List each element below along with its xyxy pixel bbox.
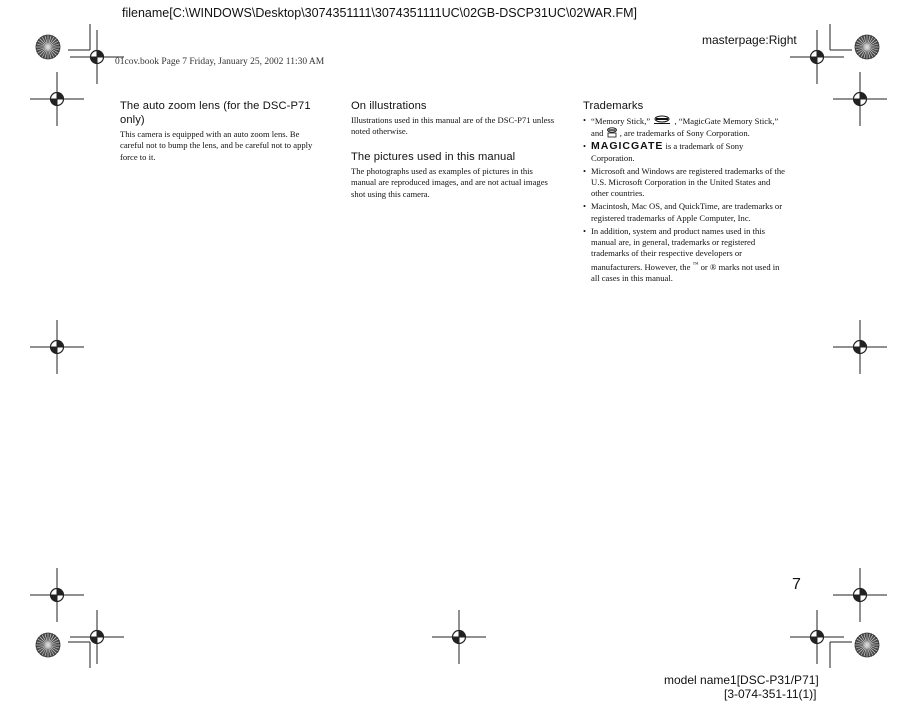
trademark-text: , are trademarks of Sony Corporation. bbox=[619, 128, 750, 139]
star-target-top-left bbox=[36, 35, 60, 59]
registration-mark-right-middle bbox=[833, 320, 887, 374]
trademark-text: Macintosh, Mac OS, and QuickTime, are trademarks or registered trademarks of Apple Computer, Inc. bbox=[591, 201, 783, 223]
paragraph-auto-zoom: This camera is equipped with an auto zoom lens. Be careful not to bump the lens, and be careful not to apply force to it. bbox=[120, 129, 313, 162]
model-name-line: model name1[DSC-P31/P71] bbox=[664, 673, 819, 687]
masterpage-label: masterpage:Right bbox=[702, 33, 797, 47]
trademark-item-magicgate bbox=[583, 141, 788, 164]
registration-mark-top-right bbox=[790, 30, 844, 84]
magicgate-logo: MAGICGATE bbox=[591, 140, 664, 153]
registration-mark-left-upper bbox=[30, 72, 84, 126]
trademark-item-memory-stick bbox=[583, 115, 788, 140]
trademark-text: Microsoft and Windows are registered trademarks of the U.S. Microsoft Corporation in the United States and other countries. bbox=[591, 165, 785, 199]
heading-on-illustrations: On illustrations bbox=[351, 100, 427, 112]
trademark-text: “Memory Stick,” bbox=[591, 116, 651, 126]
paragraph-on-illustrations: Illustrations used in this manual are of the DSC-P71 unless noted otherwise. bbox=[351, 115, 555, 137]
trademark-item-general bbox=[583, 226, 788, 285]
heading-auto-zoom: The auto zoom lens (for the DSC-P71 only) bbox=[120, 100, 311, 126]
model-number-line: [3-074-351-11(1)] bbox=[724, 687, 817, 701]
magicgate-memory-stick-logo-icon bbox=[606, 127, 618, 138]
trademark-text: , “MagicGate Memory Stick,” and bbox=[591, 116, 779, 139]
page-number: 7 bbox=[792, 576, 801, 593]
registration-mark-left-lower bbox=[30, 568, 84, 622]
trademark-text: is a trademark of Sony Corporation. bbox=[591, 141, 744, 163]
trademark-list bbox=[583, 115, 788, 285]
star-target-bottom-left bbox=[36, 633, 60, 657]
heading-pictures-used: The pictures used in this manual bbox=[351, 150, 516, 163]
trademark-text: or ® marks not used in all cases in this manual. bbox=[591, 261, 780, 284]
book-info-line: 01cov.book Page 7 Friday, January 25, 2002 11:30 AM bbox=[115, 57, 325, 67]
registration-mark-bottom-left bbox=[70, 610, 124, 664]
star-target-top-right bbox=[855, 35, 879, 59]
tm-symbol: ™ bbox=[692, 261, 699, 268]
registration-mark-bottom-right bbox=[790, 610, 844, 664]
column-trademarks bbox=[583, 99, 788, 286]
heading-trademarks: Trademarks bbox=[583, 100, 644, 112]
memory-stick-logo-icon bbox=[652, 115, 672, 125]
trademark-item-microsoft bbox=[583, 166, 788, 200]
registration-mark-left-middle bbox=[30, 320, 84, 374]
trademark-text: In addition, system and product names used in this manual are, in general, trademarks or registered trademarks of their respective developers or manufacturers. However, the bbox=[591, 225, 765, 272]
bullet: • bbox=[583, 165, 587, 176]
trademark-item-apple bbox=[583, 201, 788, 224]
star-target-bottom-right bbox=[855, 633, 879, 657]
registration-mark-right-lower bbox=[833, 568, 887, 622]
registration-mark-right-upper bbox=[833, 72, 887, 126]
bullet: • bbox=[583, 225, 587, 236]
column-auto-zoom bbox=[120, 99, 325, 175]
bullet: • bbox=[583, 201, 587, 212]
paragraph-pictures-used: The photographs used as examples of pictures in this manual are reproduced images, and are not actual images shot using this camera. bbox=[351, 165, 548, 199]
column-illustrations bbox=[351, 99, 556, 212]
bullet: • bbox=[583, 115, 587, 125]
bullet: • bbox=[583, 141, 587, 152]
filename-header: filename[C:\WINDOWS\Desktop\3074351111\3074351111UC\02GB-DSCP31UC\02WAR.FM] bbox=[122, 6, 638, 20]
registration-mark-bottom-center bbox=[432, 610, 486, 664]
